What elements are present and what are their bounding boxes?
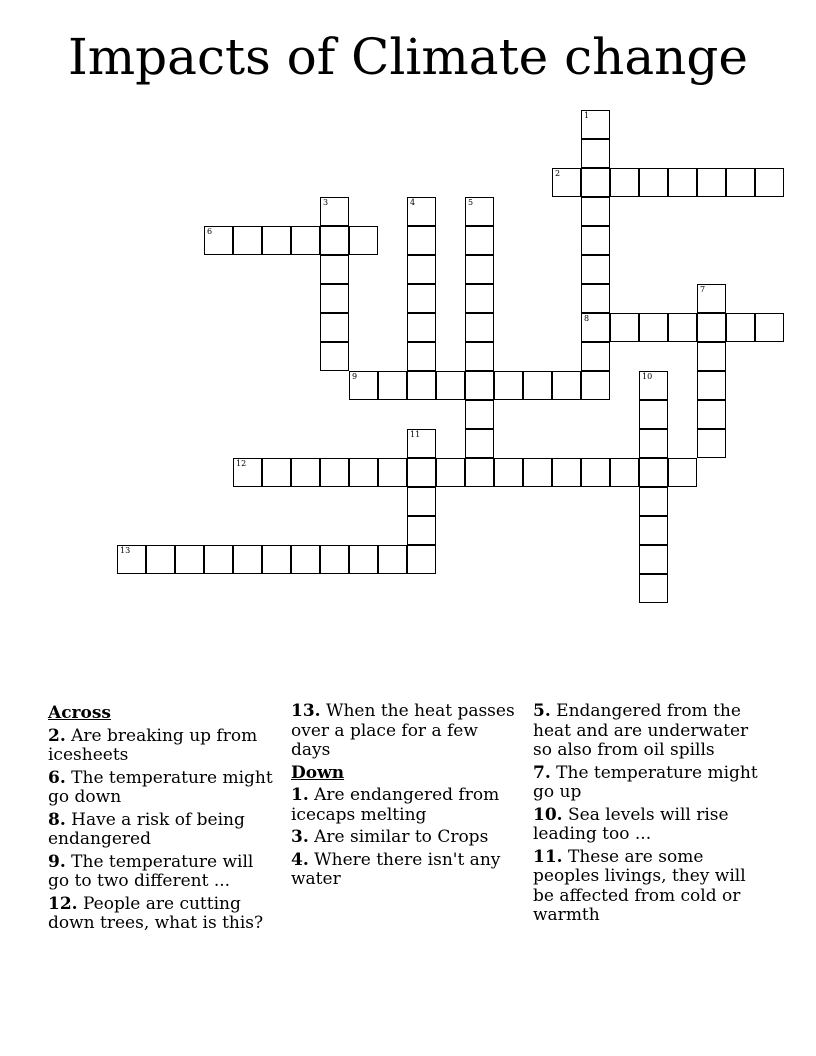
grid-cell[interactable] [494, 371, 523, 400]
down-clue-10 [533, 806, 761, 845]
grid-cell[interactable] [407, 371, 436, 400]
clue-text: The temperature might go down [48, 767, 273, 807]
grid-cell[interactable] [291, 545, 320, 574]
grid-cell[interactable] [349, 458, 378, 487]
grid-cell[interactable] [581, 458, 610, 487]
grid-cell[interactable] [581, 168, 610, 197]
clue-text: Endangered from the heat and are underwater so also from oil spills [533, 701, 749, 760]
puzzle-title: Impacts of Climate change [68, 28, 748, 86]
clue-text: The temperature might go up [533, 762, 758, 802]
across-heading: Across [48, 703, 111, 723]
grid-cell[interactable] [668, 168, 697, 197]
down-heading: Down [291, 762, 345, 783]
grid-cell[interactable] [581, 342, 610, 371]
grid-cell[interactable] [494, 458, 523, 487]
clue-text: Are endangered from icecaps melting [291, 785, 500, 825]
grid-cell[interactable] [349, 226, 378, 255]
grid-cell[interactable] [349, 545, 378, 574]
clue-text: Are breaking up from icesheets [48, 725, 258, 765]
grid-cell[interactable] [697, 429, 726, 458]
cell-number: 1 [584, 111, 590, 120]
grid-cell[interactable] [320, 342, 349, 371]
grid-cell[interactable] [755, 168, 784, 197]
grid-cell[interactable] [407, 545, 436, 574]
grid-cell[interactable] [378, 545, 407, 574]
grid-cell[interactable] [639, 168, 668, 197]
grid-cell[interactable] [320, 313, 349, 342]
grid-cell[interactable] [262, 545, 291, 574]
grid-cell[interactable] [204, 545, 233, 574]
grid-cell[interactable] [581, 226, 610, 255]
down-clue-1 [291, 786, 519, 825]
grid-cell[interactable] [465, 313, 494, 342]
grid-cell[interactable] [407, 255, 436, 284]
grid-cell[interactable] [291, 226, 320, 255]
cell-number: 7 [700, 285, 706, 294]
across-clue-13 [291, 702, 519, 761]
clue-text: Sea levels will rise leading too ... [533, 804, 729, 844]
grid-cell[interactable] [465, 371, 494, 400]
across-clue-6 [48, 769, 276, 808]
clue-number: 5. [533, 701, 551, 721]
grid-cell[interactable] [581, 197, 610, 226]
grid-cell[interactable] [581, 110, 610, 139]
grid-cell[interactable] [639, 516, 668, 545]
clue-number: 10. [533, 804, 563, 825]
grid-cell[interactable] [523, 458, 552, 487]
clue-number: 6. [48, 767, 66, 788]
grid-cell[interactable] [755, 313, 784, 342]
cell-number: 11 [410, 430, 421, 439]
clues-column-3 [533, 702, 761, 929]
grid-cell[interactable] [581, 255, 610, 284]
clue-number: 3. [291, 827, 309, 847]
cell-number: 12 [236, 459, 247, 468]
grid-cell[interactable] [407, 342, 436, 371]
cell-number: 4 [410, 198, 416, 207]
grid-cell[interactable] [233, 545, 262, 574]
clue-number: 12. [48, 893, 78, 914]
clue-number: 13. [291, 701, 321, 721]
clue-number: 2. [48, 725, 66, 746]
cell-number: 5 [468, 198, 474, 207]
grid-cell[interactable] [552, 168, 581, 197]
grid-cell[interactable] [320, 458, 349, 487]
grid-cell[interactable] [668, 313, 697, 342]
grid-cell[interactable] [552, 371, 581, 400]
grid-cell[interactable] [407, 226, 436, 255]
down-clue-3 [291, 828, 519, 848]
grid-cell[interactable] [581, 139, 610, 168]
grid-cell[interactable] [233, 458, 262, 487]
grid-cell[interactable] [262, 458, 291, 487]
grid-cell[interactable] [436, 458, 465, 487]
grid-cell[interactable] [610, 313, 639, 342]
grid-cell[interactable] [610, 168, 639, 197]
cell-number: 9 [352, 372, 358, 381]
cell-number: 3 [323, 198, 329, 207]
grid-cell[interactable] [291, 458, 320, 487]
grid-cell[interactable] [697, 168, 726, 197]
grid-cell[interactable] [581, 284, 610, 313]
grid-cell[interactable] [552, 458, 581, 487]
clue-number: 4. [291, 849, 309, 870]
grid-cell[interactable] [639, 429, 668, 458]
across-clue-9 [48, 853, 276, 892]
grid-cell[interactable] [320, 545, 349, 574]
down-clue-5 [533, 702, 761, 761]
clue-number: 7. [533, 762, 551, 783]
grid-cell[interactable] [639, 400, 668, 429]
grid-cell[interactable] [378, 458, 407, 487]
grid-cell[interactable] [697, 313, 726, 342]
down-clue-7 [533, 764, 761, 803]
grid-cell[interactable] [407, 487, 436, 516]
grid-cell[interactable] [349, 371, 378, 400]
clue-text: Where there isn't any water [291, 849, 501, 889]
across-clue-8 [48, 811, 276, 850]
clue-number: 1. [291, 785, 309, 805]
grid-cell[interactable] [407, 458, 436, 487]
grid-cell[interactable] [726, 313, 755, 342]
grid-cell[interactable] [262, 226, 291, 255]
grid-cell[interactable] [697, 400, 726, 429]
grid-cell[interactable] [320, 284, 349, 313]
grid-cell[interactable] [465, 284, 494, 313]
grid-cell[interactable] [233, 226, 262, 255]
grid-cell[interactable] [407, 313, 436, 342]
grid-cell[interactable] [146, 545, 175, 574]
cell-number: 2 [555, 169, 561, 178]
grid-cell[interactable] [465, 429, 494, 458]
grid-cell[interactable] [465, 458, 494, 487]
grid-cell[interactable] [581, 371, 610, 400]
grid-cell[interactable] [697, 342, 726, 371]
clue-number: 8. [48, 809, 66, 830]
down-clue-11 [533, 848, 761, 926]
cell-number: 8 [584, 314, 590, 323]
clues-column-1 [48, 702, 276, 937]
clue-text: Are similar to Crops [314, 827, 489, 847]
grid-cell[interactable] [407, 197, 436, 226]
grid-cell[interactable] [697, 371, 726, 400]
grid-cell[interactable] [465, 400, 494, 429]
cell-number: 13 [120, 546, 131, 555]
clue-text: The temperature will go to two different ... [48, 851, 254, 891]
grid-cell[interactable] [407, 284, 436, 313]
clue-text: These are some peoples livings, they will be affected from cold or warmth [533, 846, 746, 925]
grid-cell[interactable] [697, 284, 726, 313]
grid-cell[interactable] [204, 226, 233, 255]
grid-cell[interactable] [407, 516, 436, 545]
grid-cell[interactable] [436, 371, 465, 400]
across-clue-12 [48, 895, 276, 934]
across-clue-2 [48, 727, 276, 766]
cell-number: 10 [642, 372, 653, 381]
grid-cell[interactable] [465, 197, 494, 226]
clue-text: People are cutting down trees, what is this? [48, 893, 264, 933]
grid-cell[interactable] [378, 371, 407, 400]
clue-number: 9. [48, 851, 66, 872]
grid-cell[interactable] [465, 342, 494, 371]
grid-cell[interactable] [639, 545, 668, 574]
clue-text: When the heat passes over a place for a few days [291, 701, 515, 760]
grid-cell[interactable] [320, 255, 349, 284]
grid-cell[interactable] [117, 545, 146, 574]
clue-number: 11. [533, 846, 563, 867]
grid-cell[interactable] [668, 458, 697, 487]
grid-cell[interactable] [610, 458, 639, 487]
grid-cell[interactable] [639, 371, 668, 400]
cell-number: 6 [207, 227, 213, 236]
grid-cell[interactable] [320, 226, 349, 255]
clue-text: Have a risk of being endangered [48, 809, 245, 849]
grid-cell[interactable] [320, 197, 349, 226]
grid-cell[interactable] [465, 226, 494, 255]
grid-cell[interactable] [407, 429, 436, 458]
grid-cell[interactable] [726, 168, 755, 197]
grid-cell[interactable] [639, 313, 668, 342]
grid-cell[interactable] [465, 255, 494, 284]
clues-column-2 [291, 702, 519, 893]
grid-cell[interactable] [639, 458, 668, 487]
grid-cell[interactable] [581, 313, 610, 342]
grid-cell[interactable] [639, 574, 668, 603]
down-clue-4 [291, 851, 519, 890]
grid-cell[interactable] [175, 545, 204, 574]
grid-cell[interactable] [639, 487, 668, 516]
grid-cell[interactable] [523, 371, 552, 400]
